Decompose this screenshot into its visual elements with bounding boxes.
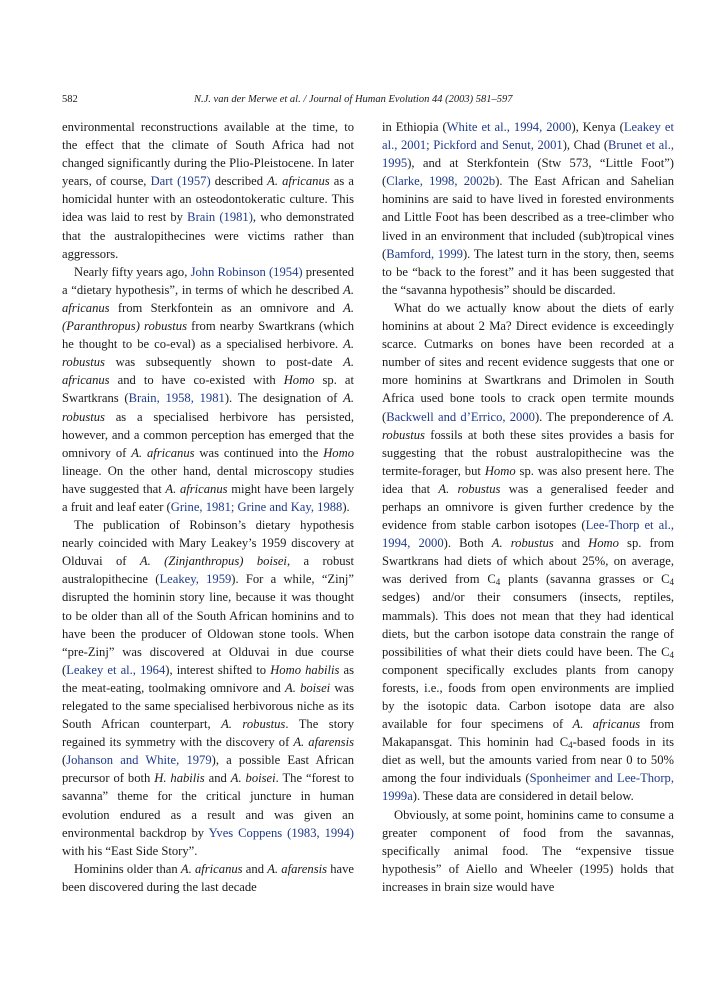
italic-term: Homo: [283, 373, 315, 388]
left-column: [62, 118, 354, 896]
citation-link[interactable]: John Robinson (1954): [190, 264, 303, 279]
italic-term: A. robustus: [438, 481, 501, 496]
italic-term: Homo: [588, 536, 619, 551]
citation-link[interactable]: Leakey, 1959: [159, 572, 232, 587]
citation-link[interactable]: Yves Coppens (1983, 1994): [208, 825, 355, 840]
citation-link[interactable]: White et al., 1994, 2000: [446, 120, 572, 134]
italic-term: A. robustus: [221, 717, 286, 732]
subscript: 4: [568, 740, 573, 751]
paragraph: Nearly fifty years ago, John Robinson (1954) presented a “dietary hypothesis”, in terms of which he described A. africanus from Sterkfontein as an omnivore and A. (Paranthropus) robustus from nearby Swartkrans (which he thought to be co-eval) as a specialised herbivore. A. robustus was subsequently shown to post-date A. africanus and to have co-existed with Homo sp. at Swartkrans (Brain, 1958, 1981). The designation of A. robustus as a specialised herbivore has persisted, however, and a common perception has emerged that the omnivory of A. africanus was continued into the Homo lineage. On the other hand, dental microscopy studies have suggested that A. africanus might have been largely a fruit and leaf eater (Grine, 1981; Grine and Kay, 1988).: [62, 264, 355, 514]
italic-term: Homo: [323, 445, 354, 460]
italic-term: A. africanus: [62, 282, 354, 315]
journal-citation-line: N.J. van der Merwe et al. / Journal of Human Evolution 44 (2003) 581–597: [194, 94, 513, 105]
italic-term: A. africanus: [165, 481, 228, 496]
italic-term: A. boisei: [285, 680, 331, 695]
subscript: 4: [669, 577, 674, 588]
citation-link[interactable]: Brain, 1958, 1981: [128, 391, 225, 406]
italic-term: Homo habilis: [270, 662, 340, 677]
citation-link[interactable]: Backwell and d’Errico, 2000: [386, 409, 535, 424]
citation-link[interactable]: Sponheimer and Lee-Thorp, 1999a: [382, 771, 674, 804]
paragraph: environmental reconstructions available at the time, to the effect that the climate of South Africa had not changed significantly during the Plio-Pleistocene. In later years, of course, Dart (1957) described A. africanus as a homicidal hunter with an osteodontokeratic culture. This idea was laid to rest by Brain (1981), who demonstrated that the australopithecines were victims rather than aggressors.: [62, 120, 354, 261]
italic-term: A. africanus: [267, 174, 330, 189]
italic-term: A. (Zinjanthropus) boisei: [139, 554, 287, 569]
italic-term: A. afarensis: [293, 735, 354, 750]
italic-term: A. robustus: [62, 337, 354, 370]
paragraph: Hominins older than A. africanus and A. afarensis have been discovered during the last decade: [62, 861, 354, 894]
italic-term: A. robustus: [62, 391, 354, 424]
citation-link[interactable]: Dart (1957): [150, 174, 211, 189]
italic-term: A. africanus: [572, 717, 641, 732]
page-number: 582: [62, 94, 78, 105]
italic-term: A. robustus: [382, 409, 674, 442]
paragraph: What do we actually know about the diets of early hominins at about 2 Ma? Direct evidence is exceedingly scarce. Cutmarks on bones have been recorded at a number of sites and recent evidence suggests that one or more hominins at Swartkrans and Drimolen in South Africa used bone tools to crack open termite mounds (Backwell and d’Errico, 2000). The preponderence of A. robustus fossils at both these sites provides a basis for suggesting that the robust australopithecine was the termite-forager, but Homo sp. was also present here. The idea that A. robustus was a generalised feeder and perhaps an omnivore is given further credence by the evidence from stable carbon isotopes (Lee-Thorp et al., 1994, 2000). Both A. robustus and Homo sp. from Swartkrans had diets of which about 25%, on average, was derived from $C_4$ plants (savanna grasses or $C_4$ sedges) and/or their consumers (insects, reptiles, mammals). This does not mean that they had identical diets, but the carbon isotope data constrain the range of possibilities of what their diets could have been. The $C_4$ component specifically excludes plants from canopy forests, i.e., foods from open environments are implied by the isotopic data. Carbon isotope data are also available for four specimens of A. africanus from Makapansgat. This hominin had $C_4$-based foods in its diet as well, but the amounts varied from near 0 to 50% among the four individuals (Sponheimer and Lee-Thorp, 1999a). These data are considered in detail below.: [382, 300, 675, 804]
citation-link[interactable]: Clarke, 1998, 2002b: [386, 174, 496, 189]
citation-link[interactable]: Lee-Thorp et al., 1994, 2000: [382, 518, 674, 551]
paragraph: The publication of Robinson’s dietary hypothesis nearly coincided with Mary Leakey’s 1959 discovery at Olduvai of A. (Zinjanthropus) boisei, a robust australopithecine (Leakey, 1959). For a while, “Zinj” disrupted the hominin story line, because it was thought to be older than all of the South African hominins and to have been the producer of Oldowan stone tools. When “pre-Zinj” was discovered at Olduvai in due course (Leakey et al., 1964), interest shifted to Homo habilis as the meat-eating, toolmaking omnivore and A. boisei was relegated to the same specialised herbivorous niche as its South African counterpart, A. robustus. The story regained its symmetry with the discovery of A. afarensis (Johanson and White, 1979), a possible East African precursor of both H. habilis and A. boisei. The “forest to savanna” theme for the critical juncture in human evolution endured as a result and was given an environmental backdrop by Yves Coppens (1983, 1994) with his “East Side Story”.: [62, 518, 355, 858]
citation-link[interactable]: Leakey et al., 2001; Pickford and Senut, 2001: [382, 120, 674, 153]
italic-term: A. afarensis: [267, 861, 327, 876]
citation-link[interactable]: Leakey et al., 1964: [66, 662, 166, 677]
subscript: 4: [495, 577, 501, 588]
italic-term: A. africanus: [62, 355, 354, 388]
italic-term: A. boisei: [230, 771, 276, 786]
citation-link[interactable]: Brunet et al., 1995: [382, 138, 674, 171]
italic-term: A. robustus: [491, 536, 554, 551]
italic-term: A. africanus: [180, 861, 243, 876]
paragraph: in Ethiopia (White et al., 1994, 2000), Kenya (Leakey et al., 2001; Pickford and Senut, 2001), Chad (Brunet et al., 1995), and at Sterkfontein (Stw 573, “Little Foot”) (Clarke, 1998, 2002b). The East African and Sahelian hominins are said to have lived in forested environments and Little Foot has been described as a tree-climber who lived in an environment that included (sub)tropical vines (Bamford, 1999). The latest turn in the story, then, seems to be “back to the forest” and it has been suggested that the “savanna hypothesis” should be discarded.: [382, 120, 674, 297]
citation-link[interactable]: Grine, 1981; Grine and Kay, 1988: [170, 499, 343, 514]
paragraph: Obviously, at some point, hominins came to consume a greater component of food from the savannas, specifically animal food. The “expensive tissue hypothesis” of Aiello and Wheeler (1995) holds that increases in brain size would have: [382, 807, 674, 894]
running-head: [62, 92, 672, 108]
subscript: 4: [669, 649, 674, 660]
right-column: [382, 118, 674, 896]
italic-term: A. africanus: [131, 445, 195, 460]
italic-term: A. (Paranthropus) robustus: [62, 300, 354, 334]
italic-term: H. habilis: [154, 771, 205, 786]
citation-link[interactable]: Brain (1981): [187, 210, 253, 225]
citation-link[interactable]: Johanson and White, 1979: [66, 753, 212, 768]
citation-link[interactable]: Bamford, 1999: [386, 246, 463, 261]
italic-term: Homo: [484, 463, 516, 478]
